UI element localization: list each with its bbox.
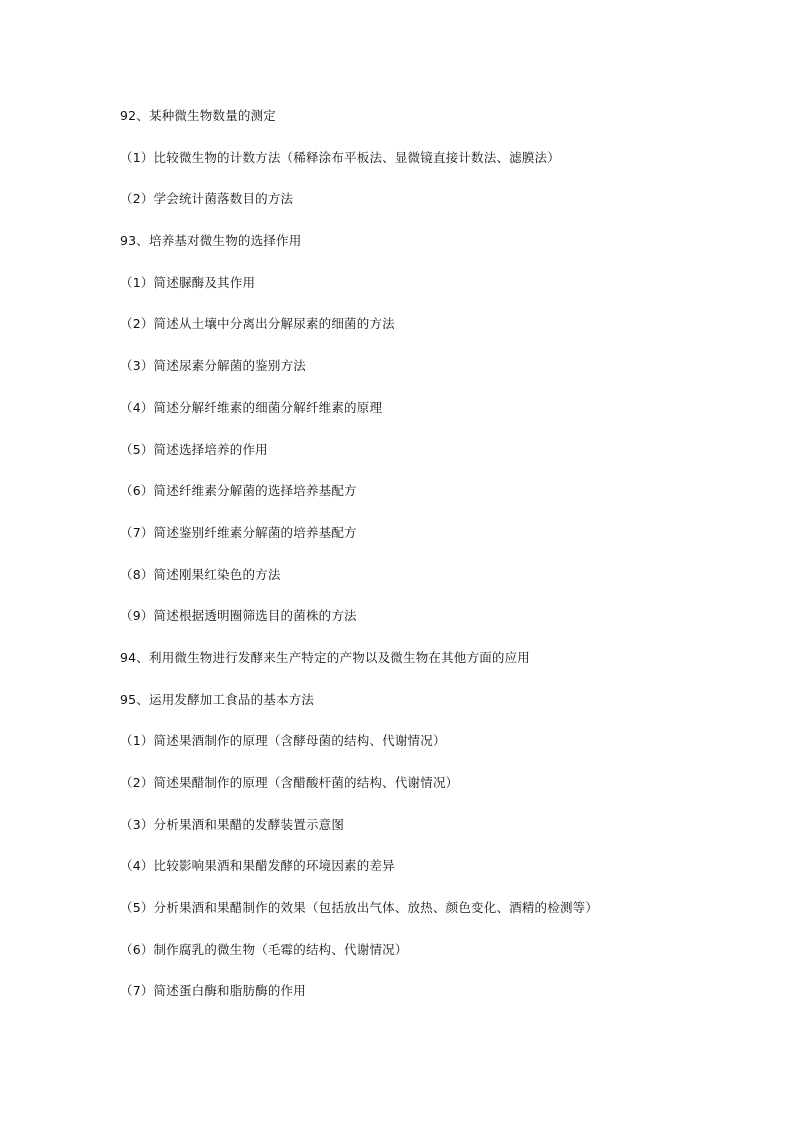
document-body [120,106,740,1023]
list-item: （2）简述果醋制作的原理（含醋酸杆菌的结构、代谢情况） [120,775,459,790]
list-item: （7）简述蛋白酶和脂肪酶的作用 [120,983,306,999]
list-item: （1）简述脲酶及其作用 [120,274,256,290]
list-item: （1）简述果酒制作的原理（含酵母菌的结构、代谢情况） [120,733,446,749]
list-item: （3）分析果酒和果醋的发酵装置示意图 [120,816,345,832]
section-heading-92: 92、某种微生物数量的测定 [120,108,277,123]
section-heading-93: 93、培养基对微生物的选择作用 [120,233,302,249]
list-item: （4）比较影响果酒和果醋发酵的环境因素的差异 [120,858,395,874]
list-item: （3）简述尿素分解菌的鉴别方法 [120,358,306,374]
list-item: （5）简述选择培养的作用 [120,441,268,457]
section-heading-95: 95、运用发酵加工食品的基本方法 [120,691,315,707]
list-item: （2）学会统计菌落数目的方法 [120,191,294,207]
list-item: （8）简述刚果红染色的方法 [120,566,281,582]
list-item: （2）简述从土壤中分离出分解尿素的细菌的方法 [120,316,395,332]
list-item: （9）简述根据透明圈筛选目的菌株的方法 [120,608,357,624]
list-item: （4）简述分解纤维素的细菌分解纤维素的原理 [120,399,383,415]
list-item: （6）简述纤维素分解菌的选择培养基配方 [120,483,357,499]
list-item: （1）比较微生物的计数方法（稀释涂布平板法、显微镜直接计数法、滤膜法） [120,149,560,165]
list-item: （6）制作腐乳的微生物（毛霉的结构、代谢情况） [120,941,408,957]
list-item: （7）简述鉴别纤维素分解菌的培养基配方 [120,524,357,540]
list-item: （5）分析果酒和果醋制作的效果（包括放出气体、放热、颜色变化、酒精的检测等） [120,900,599,916]
section-heading-94: 94、利用微生物进行发酵来生产特定的产物以及微生物在其他方面的应用 [120,649,531,665]
